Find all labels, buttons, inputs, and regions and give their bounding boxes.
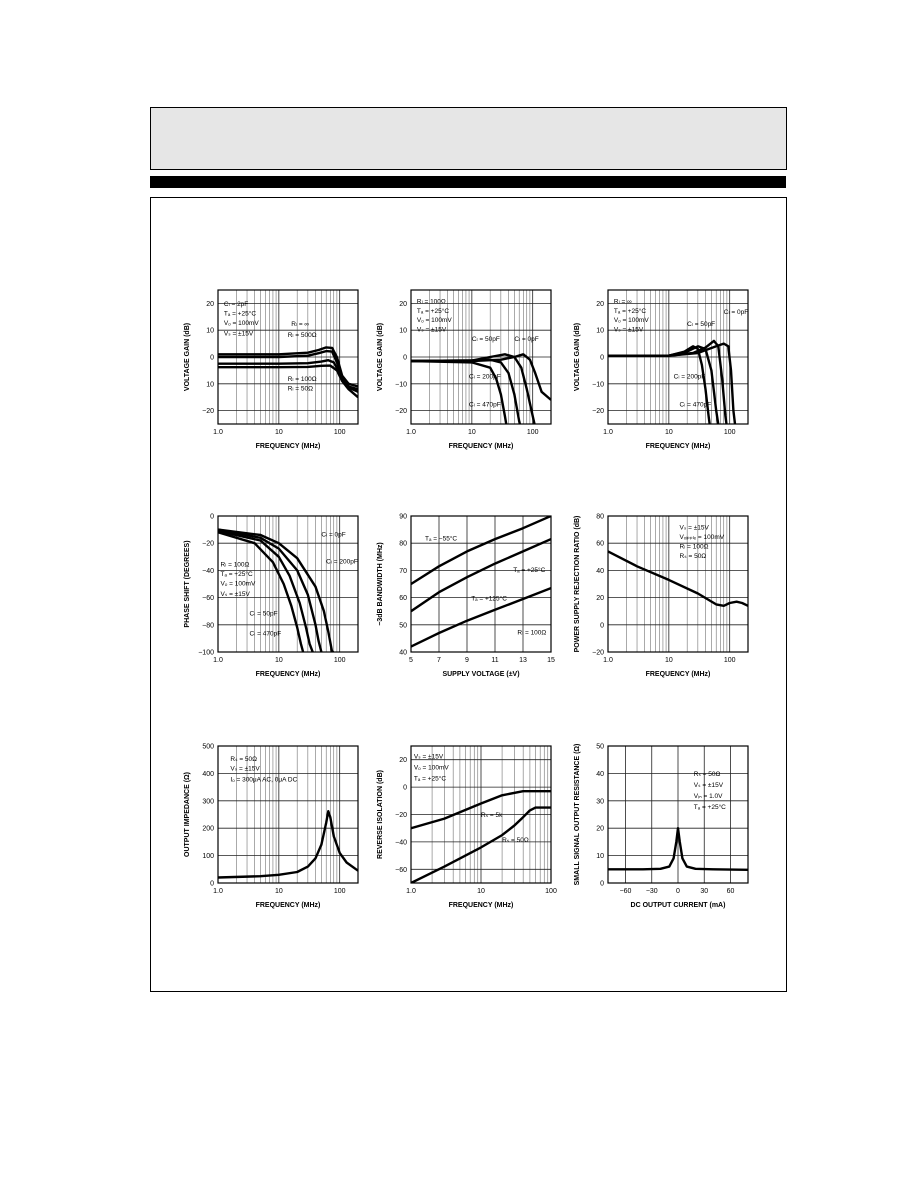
section-divider-bar: [150, 176, 786, 188]
annotation-label: Cₗ = 2pF: [223, 301, 249, 309]
x-tick-label: 10: [664, 657, 673, 664]
annotation-label: Rₗ = 100Ω: [679, 543, 709, 551]
y-tick-label: 100: [202, 853, 214, 861]
y-tick-label: −60: [202, 595, 214, 603]
y-tick-label: 70: [399, 567, 407, 575]
annotation-label: Rₛ = 5k: [481, 812, 503, 820]
x-tick-label: 9: [465, 657, 469, 664]
annotation-label: Rₗ = 100Ω: [416, 298, 446, 306]
x-axis-title: FREQUENCY (MHz): [645, 671, 711, 678]
x-axis-title: FREQUENCY (MHz): [255, 671, 321, 678]
chart-voltage-gain-vs-load-resistance: [178, 282, 363, 454]
x-tick-label: 5: [409, 657, 413, 664]
y-tick-label: −20: [395, 408, 407, 416]
x-tick-label: 10: [477, 888, 485, 895]
y-tick-label: 400: [202, 770, 214, 778]
x-axis-title: FREQUENCY (MHz): [448, 902, 514, 909]
y-tick-label: 0: [403, 784, 407, 792]
annotation-label: Vₒ = 100mV: [223, 319, 259, 327]
chart-voltage-gain-vs-load-capacitance-open: [568, 282, 753, 454]
chart-voltage-gain-vs-load-capacitance-100ohm: [371, 282, 556, 454]
y-tick-label: −20: [395, 812, 407, 819]
annotation-label: Rₗ = 500Ω: [287, 331, 317, 339]
x-tick-label: 60: [726, 888, 735, 895]
annotation-label: Vₒ = 100mV: [416, 317, 452, 325]
x-tick-label: 10: [664, 429, 673, 436]
annotation-label: Vₒ = 100mV: [613, 317, 649, 325]
series-line: [411, 516, 551, 584]
annotation-label: Cₗ = 470pF: [469, 401, 501, 409]
x-tick-label: 1.0: [213, 888, 223, 895]
y-tick-label: 20: [206, 300, 214, 308]
annotation-label: Rₛ = 50Ω: [693, 771, 721, 779]
y-tick-label: −10: [592, 381, 604, 389]
chart-bandwidth-vs-supply-voltage: [371, 508, 556, 682]
y-tick-label: 60: [596, 540, 604, 548]
annotation-label: Cₗ = 50pF: [471, 335, 500, 343]
y-tick-label: 0: [600, 880, 604, 888]
x-tick-label: 1.0: [213, 657, 223, 664]
x-axis-title: FREQUENCY (MHz): [255, 902, 321, 909]
x-tick-label: 1.0: [603, 429, 613, 436]
annotation-label: Tₐ = +25°C: [413, 775, 447, 783]
annotation-label: Rₛ = 50Ω: [679, 553, 707, 561]
x-tick-label: 100: [723, 429, 736, 436]
y-axis-title: SMALL SIGNAL OUTPUT RESISTANCE (Ω): [574, 743, 581, 886]
y-tick-label: −10: [395, 381, 407, 389]
x-tick-label: 15: [547, 657, 555, 664]
annotation-label: Rₗ = ∞: [291, 321, 310, 329]
y-tick-label: 20: [399, 757, 407, 765]
annotation-label: Cₗ = 470pF: [679, 401, 712, 409]
y-tick-label: 20: [399, 300, 407, 308]
y-axis-title: −3dB BANDWIDTH (MHz): [377, 542, 384, 626]
x-axis-title: DC OUTPUT CURRENT (mA): [630, 902, 726, 909]
y-tick-label: 20: [596, 825, 604, 833]
x-tick-label: 1.0: [213, 429, 223, 436]
annotation-label: Cₗ = 0pF: [321, 531, 346, 539]
y-tick-label: 60: [399, 595, 407, 603]
annotation-label: Cₗ = 0pF: [514, 335, 539, 343]
annotation-label: Rₗ = 50Ω: [287, 385, 314, 393]
annotation-label: Vₛ = ±15V: [416, 326, 447, 334]
annotation-label: Vₛ = ±15V: [223, 330, 254, 338]
annotation-label: Vₛ = ±15V: [679, 524, 709, 532]
y-tick-label: 50: [399, 622, 407, 630]
annotation-label: Vₒ = 100mV: [220, 580, 256, 588]
annotation-label: Tₐ = +25°C: [613, 307, 647, 315]
series-line: [411, 354, 538, 437]
annotation-label: Rₛ = 50Ω: [502, 836, 529, 844]
annotation-label: Rₛ = 50Ω: [230, 756, 258, 764]
annotation-label: Vₛ = ±15V: [220, 591, 250, 599]
x-tick-label: 10: [274, 429, 283, 436]
y-tick-label: −20: [202, 540, 214, 548]
y-tick-label: 0: [403, 354, 407, 362]
y-tick-label: −80: [202, 622, 214, 630]
annotation-label: Iₒ = 300μA AC, 0μA DC: [230, 776, 298, 784]
y-tick-label: 80: [596, 513, 604, 521]
annotation-label: Vₛ = ±15V: [413, 753, 444, 761]
x-tick-label: 100: [333, 657, 346, 664]
y-tick-label: 40: [596, 567, 604, 575]
x-tick-label: 0: [676, 888, 680, 895]
y-tick-label: −20: [592, 408, 604, 416]
annotation-label: Vₒ = 100mV: [413, 764, 449, 772]
x-tick-label: 10: [274, 657, 283, 664]
y-tick-label: 90: [399, 513, 407, 521]
chart-output-impedance-vs-frequency: [178, 738, 363, 913]
annotation-label: Rₗ = 100Ω: [517, 629, 547, 637]
y-tick-label: 80: [399, 540, 407, 548]
y-tick-label: 10: [206, 381, 214, 389]
y-tick-label: −40: [395, 839, 407, 847]
y-tick-label: −40: [202, 567, 214, 575]
annotation-label: Cₗ = 470pF: [249, 630, 282, 638]
annotation-label: Cₗ = 200pF: [673, 373, 706, 381]
x-tick-label: 100: [333, 888, 346, 895]
y-axis-title: PHASE SHIFT (DEGREES): [184, 540, 191, 628]
y-tick-label: 40: [596, 770, 604, 778]
y-axis-title: POWER SUPPLY REJECTION RATIO (dB): [574, 515, 581, 653]
annotation-label: Rₗ = 100Ω: [220, 561, 250, 569]
x-tick-label: 11: [491, 657, 499, 664]
y-tick-label: 10: [596, 853, 604, 861]
x-tick-label: 1.0: [603, 657, 613, 664]
y-tick-label: 10: [206, 327, 214, 335]
x-tick-label: 7: [437, 657, 441, 664]
annotation-label: Vᵢₙ = 1.0V: [693, 793, 723, 801]
annotation-label: Vₛ = ±15V: [230, 765, 260, 773]
y-tick-label: 0: [600, 354, 604, 362]
y-tick-label: 300: [202, 798, 214, 806]
y-axis-title: VOLTAGE GAIN (dB): [574, 322, 581, 392]
x-axis-title: SUPPLY VOLTAGE (±V): [442, 671, 520, 678]
annotation-label: Cₗ = 200pF: [326, 558, 358, 566]
x-axis-title: FREQUENCY (MHz): [255, 443, 321, 450]
x-tick-label: 100: [333, 429, 346, 436]
y-axis-title: VOLTAGE GAIN (dB): [377, 322, 384, 392]
y-tick-label: 500: [202, 743, 214, 751]
annotation-label: Tₐ = +25°C: [220, 570, 253, 578]
annotation-label: Tₐ = +25°C: [223, 310, 257, 318]
annotation-label: Rₗ = ∞: [613, 298, 632, 306]
annotation-label: Tₐ = +125°C: [471, 595, 507, 603]
y-tick-label: 200: [202, 825, 214, 833]
y-tick-label: −20: [202, 408, 214, 416]
annotation-label: Cₗ = 50pF: [687, 321, 716, 329]
y-tick-label: 0: [600, 622, 604, 630]
chart-phase-shift-vs-frequency: [178, 508, 363, 682]
y-tick-label: 10: [399, 327, 407, 335]
y-tick-label: −60: [395, 866, 407, 874]
x-tick-label: 100: [723, 657, 736, 664]
annotation-label: Tₐ = +25°C: [416, 307, 450, 315]
x-tick-label: 100: [526, 429, 539, 436]
chart-reverse-isolation-vs-frequency: [371, 738, 556, 913]
header-panel: [150, 107, 787, 170]
annotation-label: Tₐ = −55°C: [425, 535, 458, 543]
x-tick-label: −60: [619, 888, 632, 895]
x-tick-label: 10: [274, 888, 283, 895]
x-tick-label: 10: [467, 429, 476, 436]
y-axis-title: REVERSE ISOLATION (dB): [377, 770, 384, 859]
series-line: [411, 360, 523, 438]
x-tick-label: 13: [519, 657, 527, 664]
annotation-label: Vₛ = ±15V: [613, 326, 644, 334]
y-tick-label: 0: [210, 880, 214, 888]
y-tick-label: 10: [596, 327, 604, 335]
annotation-label: Cₗ = 50pF: [249, 610, 278, 618]
x-axis-title: FREQUENCY (MHz): [645, 443, 711, 450]
annotation-label: Tₐ = +25°C: [513, 566, 546, 574]
annotation-label: Rₗ = 100Ω: [287, 376, 317, 384]
y-tick-label: 30: [596, 798, 604, 806]
annotation-label: Vₛ = ±15V: [693, 782, 724, 790]
y-tick-label: −100: [198, 649, 214, 657]
x-axis-title: FREQUENCY (MHz): [448, 443, 514, 450]
x-tick-label: −30: [645, 888, 658, 895]
y-tick-label: 0: [210, 354, 214, 362]
y-tick-label: −20: [592, 649, 604, 657]
x-tick-label: 1.0: [406, 429, 416, 436]
y-tick-label: 20: [596, 595, 604, 603]
x-tick-label: 100: [545, 888, 557, 895]
chart-psrr-vs-frequency: [568, 508, 753, 682]
x-tick-label: 1.0: [406, 888, 416, 895]
y-tick-label: 40: [399, 649, 407, 657]
y-axis-title: VOLTAGE GAIN (dB): [184, 322, 191, 392]
y-tick-label: 20: [596, 300, 604, 308]
x-tick-label: 30: [700, 888, 709, 895]
y-tick-label: 0: [210, 513, 214, 521]
annotation-label: Cₗ = 0pF: [723, 309, 749, 317]
annotation-label: Cₗ = 200pF: [469, 373, 501, 381]
annotation-label: Tₐ = +25°C: [693, 804, 726, 812]
y-axis-title: OUTPUT IMPEDANCE (Ω): [184, 772, 191, 857]
y-tick-label: 50: [596, 743, 604, 751]
chart-output-resistance-vs-dc-current: [568, 738, 753, 913]
annotation-label: Vₓᵢₚₚₗₑ = 100mV: [679, 534, 725, 542]
